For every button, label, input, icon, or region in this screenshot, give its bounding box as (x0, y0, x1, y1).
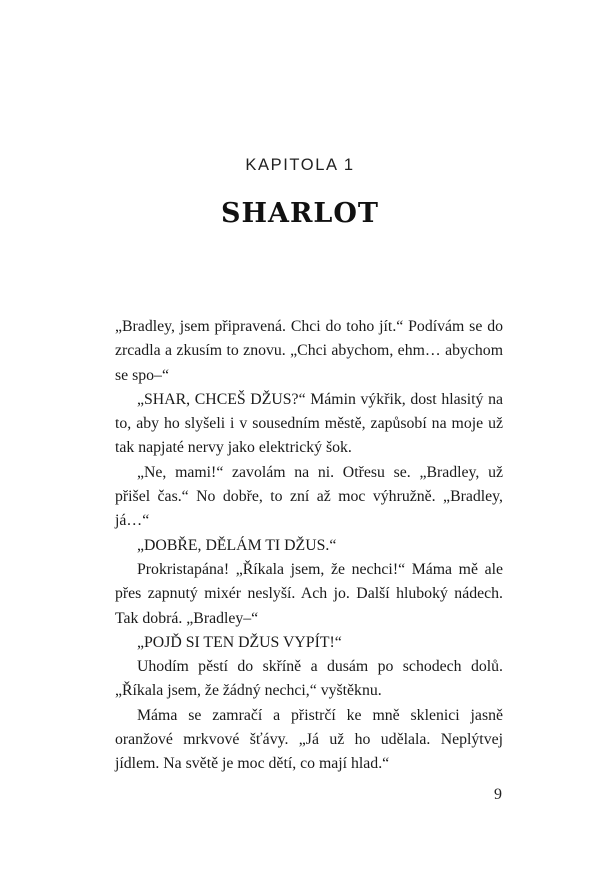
page-number: 9 (494, 786, 502, 803)
paragraph: Máma se zamračí a přistrčí ke mně sklenici jasně oranžové mrkvové šťávy. „Já už ho udělala. Neplýtvej jídlem. Na světě je moc dětí, co mají hlad.“ (115, 706, 503, 773)
body-text (115, 315, 503, 777)
paragraph: „Ne, mami!“ zavolám na ni. Otřesu se. „Bradley, už přišel čas.“ No dobře, to zní až moc výhružně. „Bradley, já…“ (115, 463, 503, 530)
paragraph: „SHAR, CHCEŠ DŽUS?“ Mámin výkřik, dost hlasitý na to, aby ho slyšeli i v sousedním městě, zapůsobí na moje už tak napjaté nervy jako elektrický šok. (115, 390, 503, 457)
chapter-title: SHARLOT (221, 198, 379, 229)
paragraph: „DOBŘE, DĚLÁM TI DŽUS.“ (137, 536, 337, 554)
paragraph: „POJĎ SI TEN DŽUS VYPÍT!“ (137, 633, 342, 651)
paragraph: „Bradley, jsem připravená. Chci do toho jít.“ Podívám se do zrcadla a zkusím to znovu. „Chci abychom, ehm… abychom se spo–“ (115, 318, 503, 384)
paragraph: Uhodím pěstí do skříně a dusám po schodech dolů. „Říkala jsem, že žádný nechci,“ vyštěknu. (115, 658, 503, 700)
paragraph: Prokristapána! „Říkala jsem, že nechci!“ Máma mě ale přes zapnutý mixér neslyší. Ach jo. Další hluboký nádech. Tak dobrá. „Bradley–“ (115, 560, 503, 627)
chapter-label: KAPITOLA 1 (245, 156, 355, 174)
